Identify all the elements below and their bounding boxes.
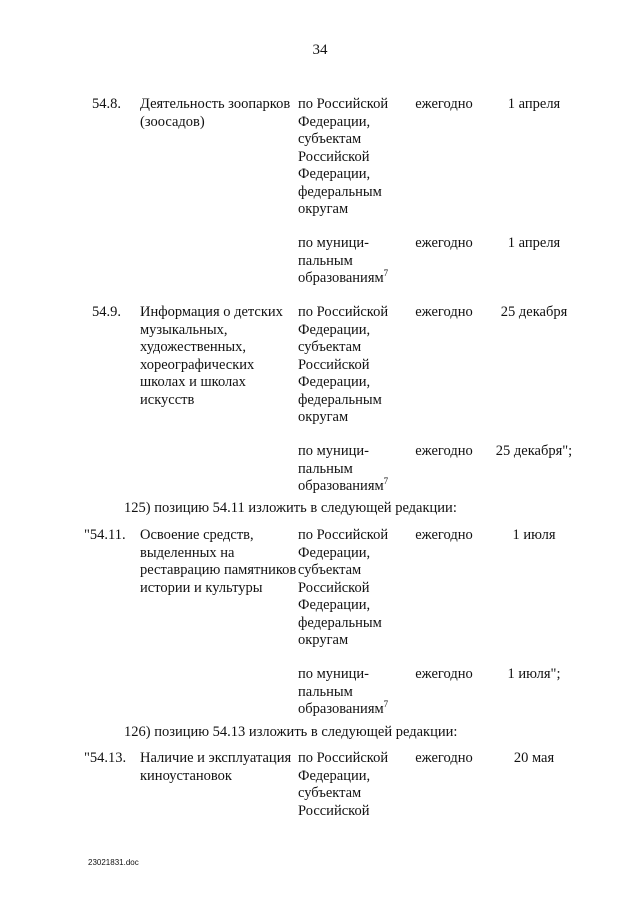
row-date: 1 апреля (507, 235, 561, 251)
footnote-mark: 7 (383, 476, 389, 487)
instruction: 125) позицию 54.11 изложить в следующей редакции: (124, 500, 457, 516)
row-frequency: ежегодно (415, 235, 473, 251)
level-text: по муници- пальным образованиям (298, 666, 384, 717)
row-frequency: ежегодно (415, 666, 473, 682)
level-text: по муници- пальным образованиям (298, 443, 384, 494)
row-name: Деятельность зоопарков (зоосадов) (140, 96, 291, 130)
row-frequency: ежегодно (415, 527, 473, 543)
row-number: 54.8. (92, 96, 121, 112)
footnote-mark: 7 (383, 699, 389, 710)
row-name: Наличие и эксплуатация киноустановок (140, 750, 292, 784)
row-name: Информация о детских музыкальных, художественных, хореографических школах и школах искусств (140, 304, 283, 408)
row-level: по Российской Федерации, субъектам Российской Федерации, федеральным округам (298, 527, 389, 648)
instruction: 126) позицию 54.13 изложить в следующей редакции: (124, 724, 458, 740)
document-filename: 23021831.doc (88, 858, 139, 867)
row-date: 1 июля"; (507, 666, 561, 682)
row-number: "54.13. (84, 750, 127, 766)
row-date: 1 июля (512, 527, 556, 543)
row-frequency: ежегодно (415, 304, 473, 320)
row-name: Освоение средств, выделенных на реставрацию памятников истории и культуры (140, 527, 297, 596)
row-date: 20 мая (513, 750, 555, 766)
row-level: по Российской Федерации, субъектам Российской (298, 750, 389, 819)
row-level-municipal (298, 666, 403, 719)
row-date: 25 декабря (500, 304, 568, 320)
row-number: 54.9. (92, 304, 121, 320)
row-frequency: ежегодно (415, 96, 473, 112)
row-level: по Российской Федерации, субъектам Российской Федерации, федеральным округам (298, 304, 389, 425)
level-text: по муници- пальным образованиям (298, 235, 384, 286)
row-date: 1 апреля (507, 96, 561, 112)
row-level-municipal (298, 443, 403, 496)
row-level-municipal (298, 235, 403, 288)
row-number: "54.11. (84, 527, 126, 543)
row-date: 25 декабря"; (495, 443, 573, 459)
row-level: по Российской Федерации, субъектам Российской Федерации, федеральным округам (298, 96, 389, 217)
footnote-mark: 7 (383, 268, 389, 279)
row-frequency: ежегодно (415, 443, 473, 459)
row-frequency: ежегодно (415, 750, 473, 766)
page-number: 34 (312, 42, 328, 58)
